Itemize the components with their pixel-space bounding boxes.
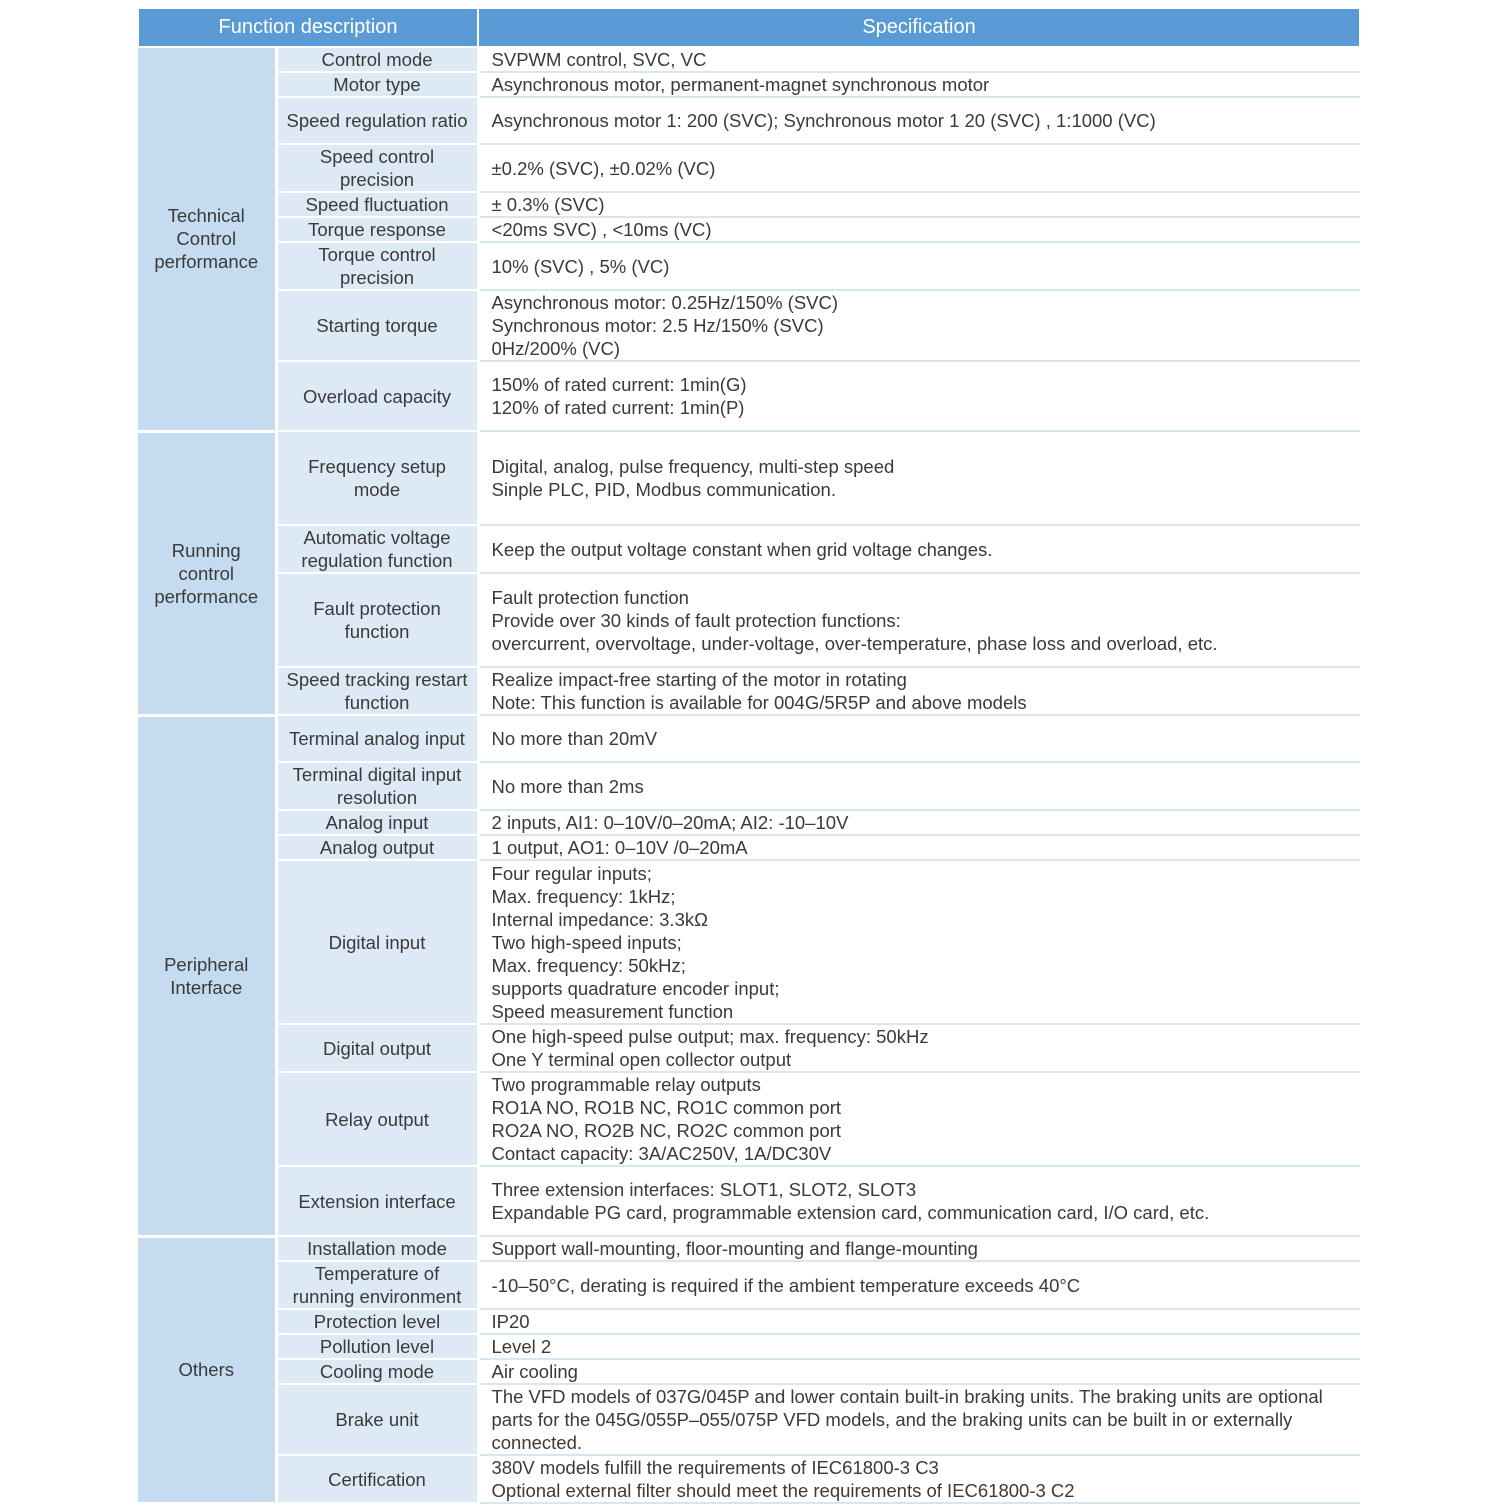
spec-line: Expandable PG card, programmable extension card, communication card, I/O card, etc. (491, 1202, 1210, 1223)
table-row (138, 1024, 1360, 1072)
spec-line: 0Hz/200% (VC) (491, 338, 621, 359)
table-row (138, 715, 1360, 762)
spec-line: IP20 (491, 1311, 530, 1332)
spec-cell (478, 242, 1360, 290)
function-cell: Automatic voltage regulation function (276, 525, 478, 573)
spec-cell (478, 1166, 1360, 1236)
function-cell: Speed fluctuation (276, 192, 478, 217)
spec-line: No more than 2ms (491, 775, 644, 797)
spec-line: SVPWM control, SVC, VC (491, 49, 707, 70)
function-cell: Starting torque (276, 290, 478, 361)
table-row (138, 1236, 1360, 1261)
spec-table (137, 7, 1361, 1505)
function-cell: Torque control precision (276, 242, 478, 290)
spec-line: Internal impedance: 3.3kΩ (491, 908, 708, 930)
spec-line: Contact capacity: 3A/AC250V, 1A/DC30V (491, 1143, 832, 1164)
spec-cell (478, 525, 1360, 573)
spec-cell (478, 1236, 1360, 1261)
spec-line: Fault protection function (491, 586, 689, 608)
table-row (138, 835, 1360, 860)
group-label: Technical Control performance (138, 47, 276, 431)
spec-cell (478, 47, 1360, 72)
spec-line: No more than 20mV (491, 728, 658, 749)
spec-line: supports quadrature encoder input; (491, 977, 780, 999)
spec-line: 380V models fulfill the requirements of IEC61800-3 C3 (491, 1457, 939, 1478)
spec-line: Sinple PLC, PID, Modbus communication. (491, 479, 836, 500)
spec-line: 1 output, AO1: 0–10V /0–20mA (491, 837, 748, 858)
table-row (138, 667, 1360, 715)
spec-line: 2 inputs, AI1: 0–10V/0–20mA; AI2: -10–10V (491, 812, 849, 833)
function-cell: Brake unit (276, 1384, 478, 1455)
spec-line: ± 0.3% (SVC) (491, 194, 605, 215)
table-row (138, 1359, 1360, 1384)
table-row (138, 762, 1360, 810)
table-row (138, 1166, 1360, 1236)
table-row (138, 1261, 1360, 1309)
spec-line: -10–50°C, derating is required if the ambient temperature exceeds 40°C (491, 1274, 1081, 1296)
spec-cell (478, 860, 1360, 1024)
table-row (138, 144, 1360, 192)
spec-cell (478, 1334, 1360, 1359)
table-row (138, 525, 1360, 573)
spec-cell (478, 144, 1360, 192)
spec-cell (478, 217, 1360, 242)
spec-line: 10% (SVC) , 5% (VC) (491, 255, 670, 277)
spec-line: Asynchronous motor 1: 200 (SVC); Synchronous motor 1 20 (SVC) , 1:1000 (VC) (491, 110, 1156, 131)
function-cell: Installation mode (276, 1236, 478, 1261)
function-cell: Cooling mode (276, 1359, 478, 1384)
spec-cell (478, 667, 1360, 715)
spec-line: Asynchronous motor: 0.25Hz/150% (SVC) (491, 292, 839, 313)
header-function-description: Function description (138, 8, 478, 47)
spec-line: Asynchronous motor, permanent-magnet synchronous motor (491, 74, 990, 95)
function-cell: Speed regulation ratio (276, 97, 478, 144)
spec-line: Optional external filter should meet the requirements of IEC61800-3 C2 (491, 1480, 1075, 1501)
spec-line: The VFD models of 037G/045P and lower contain built-in braking units. The braking units are optional parts for the 045G/055P–055/075P VFD models, and the braking units can be built in or externally connected. (491, 1386, 1323, 1453)
spec-line: Air cooling (491, 1361, 578, 1382)
spec-cell (478, 1261, 1360, 1309)
spec-cell (478, 290, 1360, 361)
table-row (138, 860, 1360, 1024)
function-cell: Control mode (276, 47, 478, 72)
table-header-row (138, 8, 1360, 47)
table-row (138, 217, 1360, 242)
function-cell: Extension interface (276, 1166, 478, 1236)
spec-line: Four regular inputs; (491, 862, 652, 884)
table-row (138, 1455, 1360, 1503)
spec-line: Max. frequency: 1kHz; (491, 885, 676, 907)
spec-cell (478, 97, 1360, 144)
table-row (138, 72, 1360, 97)
function-cell: Certification (276, 1455, 478, 1503)
table-row (138, 1334, 1360, 1359)
function-cell: Speed tracking restart function (276, 667, 478, 715)
spec-cell (478, 192, 1360, 217)
spec-cell (478, 762, 1360, 810)
function-cell: Terminal analog input (276, 715, 478, 762)
spec-line: RO2A NO, RO2B NC, RO2C common port (491, 1120, 842, 1141)
spec-line: Two high-speed inputs; (491, 931, 682, 953)
table-row (138, 290, 1360, 361)
table-row (138, 573, 1360, 667)
spec-line: 120% of rated current: 1min(P) (491, 397, 745, 418)
function-cell: Motor type (276, 72, 478, 97)
table-row (138, 431, 1360, 525)
function-cell: Speed control precision (276, 144, 478, 192)
spec-line: Realize impact-free starting of the motor in rotating (491, 669, 907, 690)
spec-line: Support wall-mounting, floor-mounting and flange-mounting (491, 1238, 978, 1259)
spec-cell (478, 715, 1360, 762)
spec-table-body (138, 47, 1360, 1503)
function-cell: Digital output (276, 1024, 478, 1072)
spec-cell (478, 72, 1360, 97)
spec-line: ±0.2% (SVC), ±0.02% (VC) (491, 157, 716, 179)
spec-line: Three extension interfaces: SLOT1, SLOT2, SLOT3 (491, 1179, 917, 1200)
spec-cell (478, 1024, 1360, 1072)
spec-line: Max. frequency: 50kHz; (491, 954, 686, 976)
spec-line: Level 2 (491, 1336, 552, 1357)
table-row (138, 1309, 1360, 1334)
table-row (138, 810, 1360, 835)
table-row (138, 361, 1360, 431)
table-row (138, 97, 1360, 144)
spec-line: One high-speed pulse output; max. frequency: 50kHz (491, 1026, 929, 1047)
table-row (138, 47, 1360, 72)
table-row (138, 1072, 1360, 1166)
function-cell: Terminal digital input resolution (276, 762, 478, 810)
spec-line: overcurrent, overvoltage, under-voltage, over-temperature, phase loss and overload, etc. (491, 632, 1218, 654)
function-cell: Temperature of running environment (276, 1261, 478, 1309)
spec-cell (478, 1072, 1360, 1166)
function-cell: Analog input (276, 810, 478, 835)
table-row (138, 242, 1360, 290)
spec-line: Digital, analog, pulse frequency, multi-step speed (491, 456, 895, 477)
header-specification: Specification (478, 8, 1360, 47)
group-label: Others (138, 1236, 276, 1503)
spec-line: <20ms SVC) , <10ms (VC) (491, 219, 712, 240)
group-label: Peripheral Interface (138, 715, 276, 1236)
spec-line: One Y terminal open collector output (491, 1049, 792, 1070)
spec-line: Speed measurement function (491, 1000, 734, 1022)
spec-line: Synchronous motor: 2.5 Hz/150% (SVC) (491, 315, 824, 336)
table-row (138, 192, 1360, 217)
spec-cell (478, 1384, 1360, 1455)
spec-cell (478, 835, 1360, 860)
spec-line: Two programmable relay outputs (491, 1074, 761, 1095)
group-label: Running control performance (138, 431, 276, 715)
spec-line: 150% of rated current: 1min(G) (491, 374, 747, 395)
function-cell: Analog output (276, 835, 478, 860)
spec-cell (478, 1359, 1360, 1384)
spec-line: Note: This function is available for 004G/5R5P and above models (491, 692, 1027, 713)
function-cell: Digital input (276, 860, 478, 1024)
function-cell: Fault protection function (276, 573, 478, 667)
function-cell: Torque response (276, 217, 478, 242)
table-row (138, 1384, 1360, 1455)
spec-line: RO1A NO, RO1B NC, RO1C common port (491, 1097, 842, 1118)
spec-cell (478, 361, 1360, 431)
function-cell: Pollution level (276, 1334, 478, 1359)
spec-cell (478, 431, 1360, 525)
spec-line: Provide over 30 kinds of fault protection functions: (491, 609, 901, 631)
function-cell: Overload capacity (276, 361, 478, 431)
function-cell: Protection level (276, 1309, 478, 1334)
spec-cell (478, 573, 1360, 667)
spec-cell (478, 1455, 1360, 1503)
function-cell: Relay output (276, 1072, 478, 1166)
spec-cell (478, 810, 1360, 835)
spec-cell (478, 1309, 1360, 1334)
spec-line: Keep the output voltage constant when grid voltage changes. (491, 538, 993, 560)
function-cell: Frequency setup mode (276, 431, 478, 525)
